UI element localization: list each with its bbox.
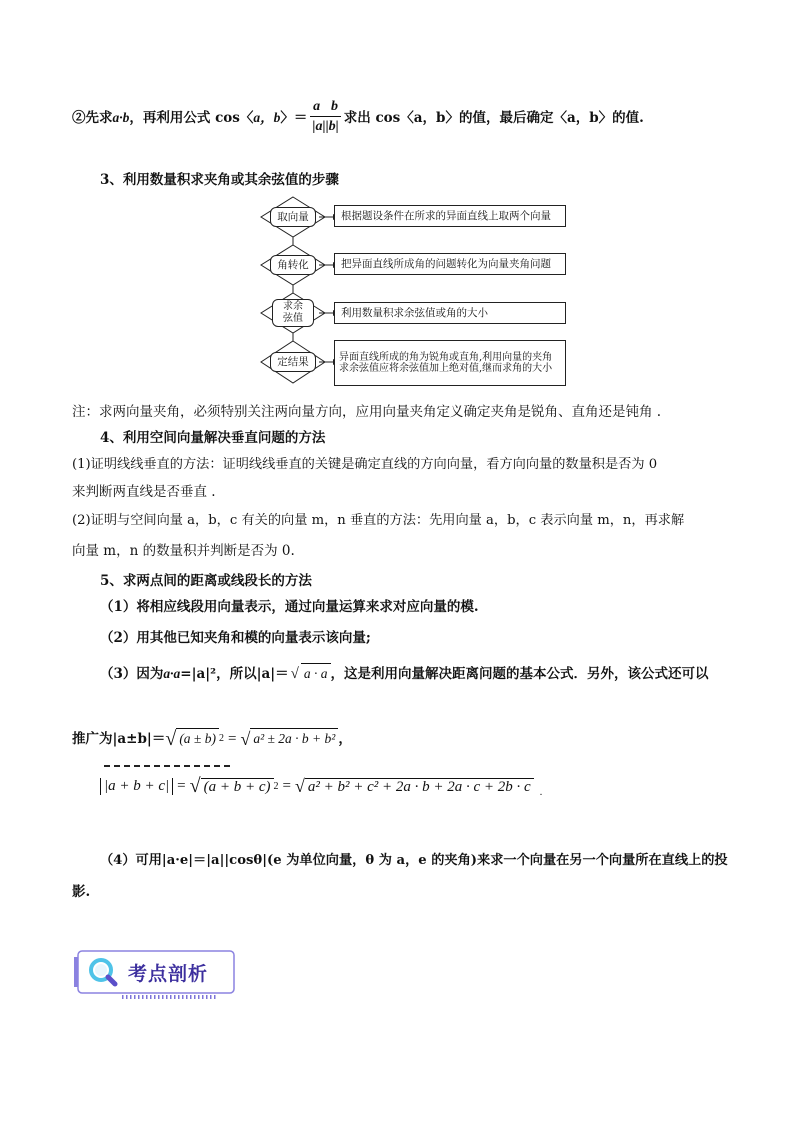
para-4-2-line1: (2)证明与空间向量 a，b，c 有关的向量 m，n 垂直的方法：先用向量 a，b，c 表示向量 m，n，再求解 [72, 513, 685, 528]
flow-step-2-label: 角转化 [270, 255, 316, 275]
flow-step-1-label: 取向量 [270, 207, 316, 227]
para-5-6-line2: 影. [72, 884, 91, 900]
para-5-5-dot: . [539, 787, 543, 798]
vector-arrows-decoration [104, 765, 230, 773]
formula-vars: a，b [253, 109, 281, 125]
flow-step-3-label [272, 299, 314, 327]
para-5-3-b: a·a [163, 665, 181, 681]
sqrt-sign-3: √ [240, 728, 251, 749]
heading-4: 4、利用空间向量解决垂直问题的方法 [100, 430, 326, 446]
formula-mid: ，再利用公式 cos〈 [129, 109, 254, 126]
flow-step-4-label: 定结果 [270, 352, 316, 372]
para-5-1: （1）将相应线段用向量表示，通过向量运算来求对应向量的模. [100, 599, 479, 615]
para-5-6-line1: （4）可用|a·e|＝|a||cosθ|(e 为单位向量，θ 为 a，e 的夹角)来求一个向量在另一个向量所在直线上的投 [100, 853, 728, 868]
para-5-3-d: ，这是利用向量解决距离问题的基本公式．另外，该公式还可以 [330, 665, 709, 682]
note-text: 注：求两向量夹角，必须特别关注两向量方向，应用向量夹角定义确定夹角是锐角、直角还是钝角 . [72, 404, 662, 420]
para-5-5-expr2: a² + b² + c² + 2a · b + 2a · c + 2b · c [305, 778, 534, 796]
para-4-1-line1: (1)证明线线垂直的方法：证明线线垂直的关键是确定直线的方向向量，看方向向量的数量积是否为 0 [72, 457, 658, 472]
para-5-3-sqrt: a · a [301, 663, 331, 684]
flow-step-3-label-text: 求余 弦值 [283, 301, 303, 324]
para-5-3-a: （3）因为 [100, 665, 164, 682]
section-badge [72, 945, 240, 1001]
para-5-4: 推广为|a±b|＝ √ (a ± b) 2 = √ a² ± 2a · b + b² ， [72, 727, 352, 750]
formula-suffix: 求出 cos〈a，b〉的值，最后确定〈a，b〉的值. [343, 109, 644, 126]
para-5-2: （2）用其他已知夹角和模的向量表示该向量; [100, 630, 371, 646]
para-5-5: |a + b + c| = √ (a + b + c) 2 = √ a² + b² + c² + 2a · b + 2a · c + 2b · c . [100, 775, 542, 798]
para-5-3-c: =|a|²，所以|a|＝ [180, 665, 289, 682]
para-5-3 [100, 663, 709, 684]
flow-step-2-desc: 把异面直线所成角的问题转化为向量夹角问题 [334, 253, 566, 275]
formula-prefix: ②先求 [72, 109, 113, 126]
sqrt-sign: √ [290, 665, 299, 682]
para-4-1-line2: 来判断两直线是否垂直 . [72, 484, 216, 500]
flow-step-4-desc: 异面直线所成的角为锐角或直角,利用向量的夹角求余弦值应将余弦值加上绝对值,继而求角的大小 [334, 340, 566, 386]
sqrt-sign-5: √ [294, 776, 305, 796]
para-5-4-prefix: 推广为|a±b|＝ [72, 730, 166, 747]
formula-eq: 〉＝ [280, 109, 308, 126]
formula-ab: a·b [112, 109, 130, 125]
fraction-numerator: a⃞b [313, 99, 339, 114]
para-5-5-expr1: (a + b + c) [201, 778, 274, 796]
para-5-4-suffix: ， [338, 730, 352, 747]
search-icon [88, 957, 118, 987]
para-4-2-line2: 向量 m，n 的数量积并判断是否为 0. [72, 543, 295, 559]
flow-step-1-desc: 根据题设条件在所求的异面直线上取两个向量 [334, 205, 566, 227]
heading-3: 3、利用数量积求夹角或其余弦值的步骤 [100, 172, 339, 188]
para-5-4-expr1: (a ± b) [176, 728, 219, 749]
flow-step-3-desc: 利用数量积求余弦值或角的大小 [334, 302, 566, 324]
formula-line [72, 98, 644, 137]
sqrt-sign-4: √ [189, 775, 201, 797]
cos-fraction [310, 98, 340, 137]
heading-5: 5、求两点间的距离或线段长的方法 [100, 573, 312, 589]
sqrt-sign-2: √ [165, 727, 177, 750]
fraction-denominator: |a||b| [310, 116, 340, 137]
para-5-4-expr2: a² ± 2a · b + b² [250, 728, 338, 749]
para-5-5-lhs: |a + b + c| [100, 778, 173, 795]
badge-label: 考点剖析 [128, 963, 209, 985]
